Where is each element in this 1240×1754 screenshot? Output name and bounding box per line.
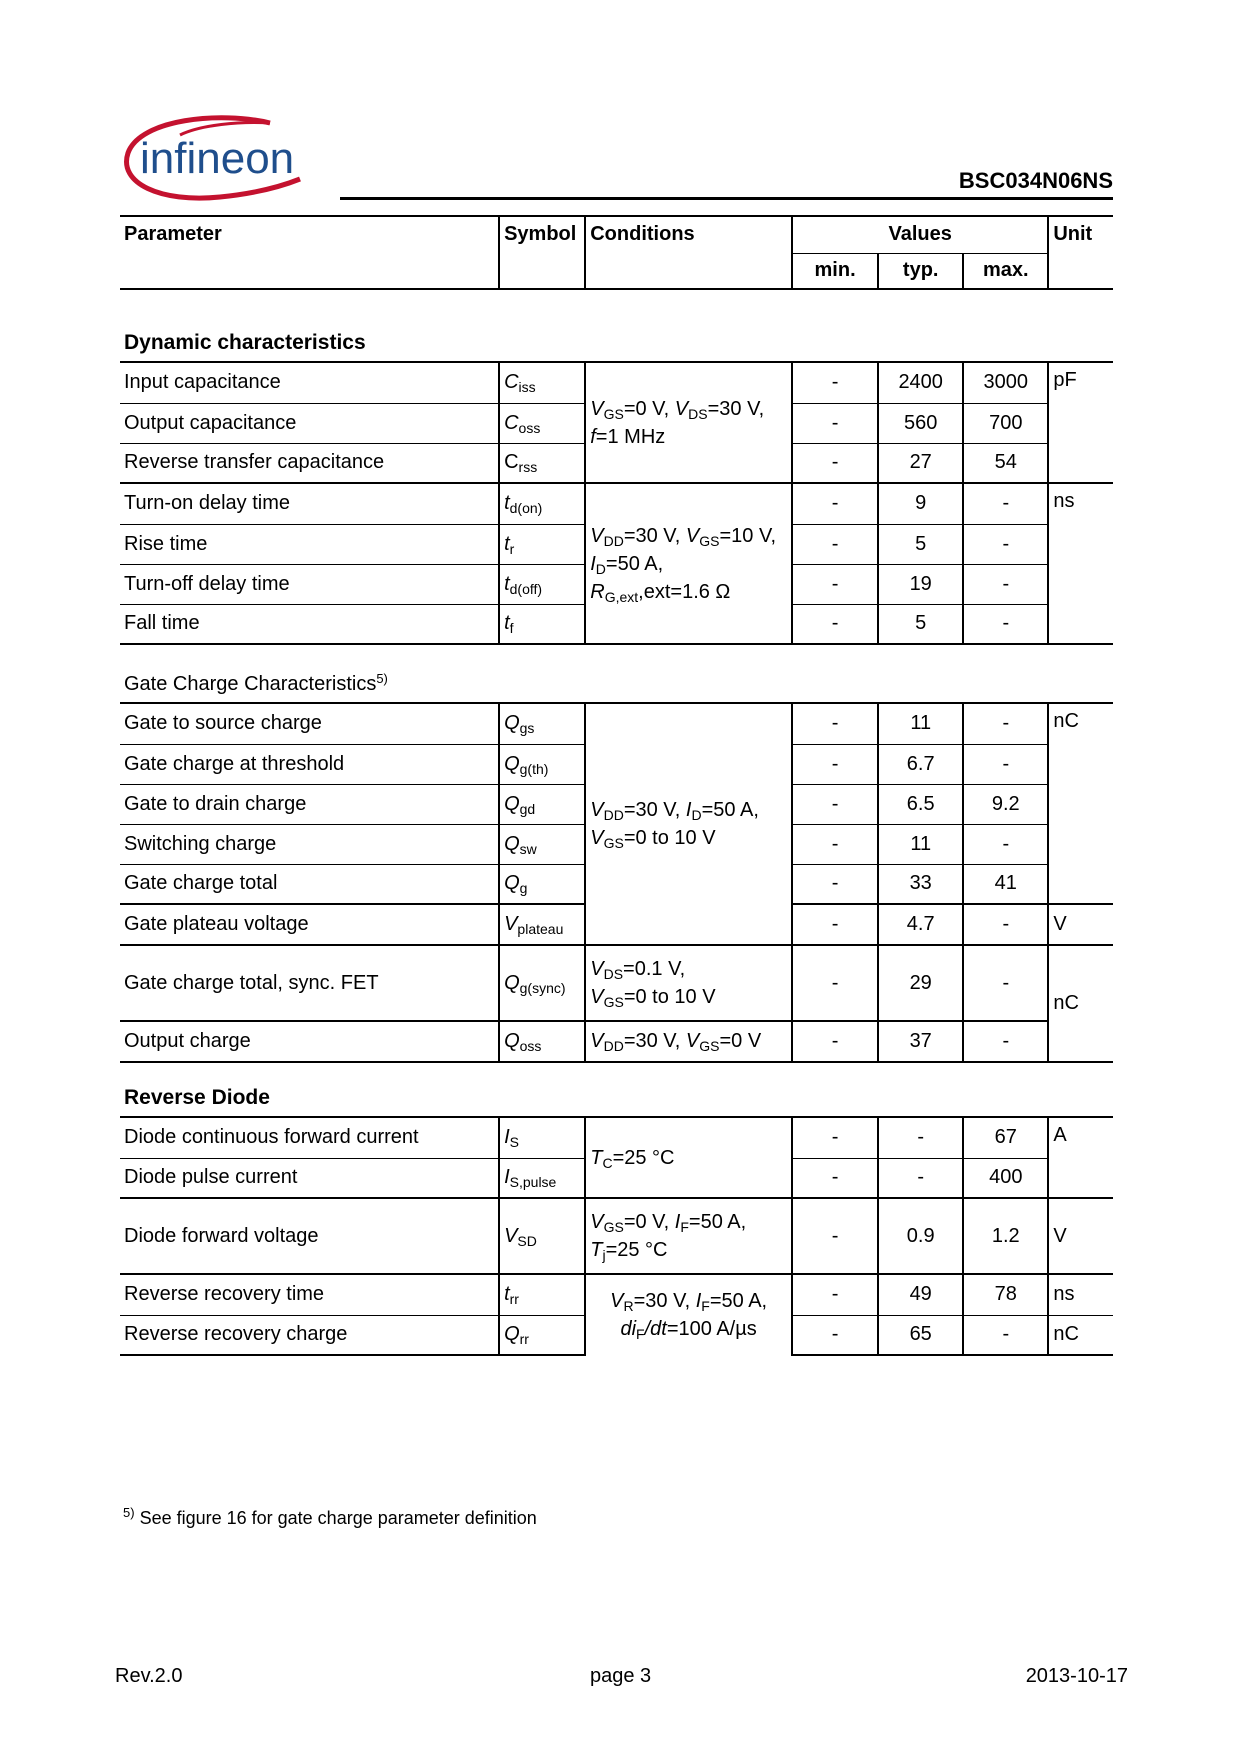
max-qrr: - [963, 1315, 1048, 1355]
min-tr: - [792, 524, 878, 564]
unit-trr: ns [1048, 1274, 1113, 1315]
footnote: $^{5)}$ See figure 16 for gate charge parameter definition [123, 1505, 537, 1528]
typ-ciss: 2400 [878, 362, 963, 403]
max-vplateau: - [963, 904, 1048, 945]
min-coss: - [792, 403, 878, 443]
symbol-qg: $Q_g$ [499, 864, 585, 904]
min-trr: - [792, 1274, 878, 1315]
max-vsd: 1.2 [963, 1198, 1048, 1274]
param-td-off: Turn-off delay time [120, 564, 499, 604]
min-qg: - [792, 864, 878, 904]
typ-qgs: 11 [878, 703, 963, 744]
unit-is: A [1048, 1117, 1113, 1198]
col-header-min: min. [792, 253, 878, 289]
max-qg: 41 [963, 864, 1048, 904]
typ-qrr: 65 [878, 1315, 963, 1355]
col-header-typ: typ. [878, 253, 963, 289]
symbol-vplateau: $V_{plateau}$ [499, 904, 585, 945]
min-qgs: - [792, 703, 878, 744]
symbol-qgd: $Q_{gd}$ [499, 784, 585, 824]
symbol-td-off: $t_{d(off)}$ [499, 564, 585, 604]
symbol-is: $I_S$ [499, 1117, 585, 1158]
header-rule [340, 197, 1113, 200]
param-qgs: Gate to source charge [120, 703, 499, 744]
symbol-ispulse: $I_{S,pulse}$ [499, 1158, 585, 1198]
footer-page-number: page 3 [590, 1665, 652, 1687]
min-qgd: - [792, 784, 878, 824]
col-header-parameter: Parameter [120, 216, 499, 289]
param-crss: Reverse transfer capacitance [120, 443, 499, 483]
min-tf: - [792, 604, 878, 644]
param-qg: Gate charge total [120, 864, 499, 904]
typ-vplateau: 4.7 [878, 904, 963, 945]
param-qgd: Gate to drain charge [120, 784, 499, 824]
min-qgsync: - [792, 945, 878, 1021]
typ-is: - [878, 1117, 963, 1158]
typ-qgd: 6.5 [878, 784, 963, 824]
min-vsd: - [792, 1198, 878, 1274]
footer-revision: Rev.2.0 [115, 1665, 183, 1687]
typ-qgth: 6.7 [878, 744, 963, 784]
max-ispulse: 400 [963, 1158, 1048, 1198]
param-ispulse: Diode pulse current [120, 1158, 499, 1198]
max-coss: 700 [963, 403, 1048, 443]
typ-qsw: 11 [878, 824, 963, 864]
typ-td-off: 19 [878, 564, 963, 604]
typ-trr: 49 [878, 1274, 963, 1315]
min-vplateau: - [792, 904, 878, 945]
table-row [120, 1198, 1113, 1274]
symbol-td-on: $t_{d(on)}$ [499, 483, 585, 524]
max-qgs: - [963, 703, 1048, 744]
typ-vsd: 0.9 [878, 1198, 963, 1274]
max-crss: 54 [963, 443, 1048, 483]
symbol-qgs: $Q_{gs}$ [499, 703, 585, 744]
table-row [120, 483, 1113, 524]
unit-vsd: V [1048, 1198, 1113, 1274]
min-qoss: - [792, 1021, 878, 1062]
section-title-dynamic: Dynamic characteristics [120, 289, 1113, 362]
col-header-unit: Unit [1048, 216, 1113, 289]
param-tr: Rise time [120, 524, 499, 564]
max-trr: 78 [963, 1274, 1048, 1315]
table-row [120, 1117, 1113, 1158]
max-td-off: - [963, 564, 1048, 604]
symbol-crss: $C_{rss}$ [499, 443, 585, 483]
conditions-qoss: $V_{DD}=30$ V, $V_{GS}=0$ V [585, 1021, 792, 1062]
infineon-logo [120, 115, 340, 210]
param-tf: Fall time [120, 604, 499, 644]
conditions-is: $T_C=25$ °C [585, 1117, 792, 1198]
param-qgth: Gate charge at threshold [120, 744, 499, 784]
unit-switching: ns [1048, 483, 1113, 644]
col-header-symbol: Symbol [499, 216, 585, 289]
max-ciss: 3000 [963, 362, 1048, 403]
conditions-vsd: $V_{GS}=0$ V, $I_F=50$ A, $T_j=25$ °C [585, 1198, 792, 1274]
logo-wordmark: infineon [140, 134, 295, 183]
symbol-qsw: $Q_{sw}$ [499, 824, 585, 864]
param-qsw: Switching charge [120, 824, 499, 864]
table-row [120, 703, 1113, 744]
col-header-values: Values [792, 216, 1048, 253]
max-td-on: - [963, 483, 1048, 524]
part-number: BSC034N06NS [958, 168, 1113, 193]
unit-capacitance: pF [1048, 362, 1113, 483]
typ-tr: 5 [878, 524, 963, 564]
unit-qgsync: nC [1048, 945, 1113, 1062]
table-row [120, 1021, 1113, 1062]
infineon-logo-graphic [120, 115, 340, 210]
symbol-ciss: $C_{iss}$ [499, 362, 585, 403]
conditions-capacitance: $V_{GS}=0$ V, $V_{DS}=30$ V, f=1 MHz [585, 362, 792, 483]
min-ispulse: - [792, 1158, 878, 1198]
symbol-vsd: $V_{SD}$ [499, 1198, 585, 1274]
unit-vplateau: V [1048, 904, 1113, 945]
symbol-tr: $t_r$ [499, 524, 585, 564]
typ-crss: 27 [878, 443, 963, 483]
symbol-qoss: $Q_{oss}$ [499, 1021, 585, 1062]
min-td-on: - [792, 483, 878, 524]
param-qrr: Reverse recovery charge [120, 1315, 499, 1355]
unit-gate-charge: nC [1048, 703, 1113, 904]
conditions-switching: $V_{DD}=30$ V, $V_{GS}=10$ V, $I_D=50$ A, $R_{G,ext},ext=1.6$ Ω [585, 483, 792, 644]
typ-qg: 33 [878, 864, 963, 904]
param-qgsync: Gate charge total, sync. FET [120, 945, 499, 1021]
min-crss: - [792, 443, 878, 483]
symbol-qgsync: $Q_{g(sync)}$ [499, 945, 585, 1021]
symbol-qrr: $Q_{rr}$ [499, 1315, 585, 1355]
symbol-trr: $t_{rr}$ [499, 1274, 585, 1315]
max-qgd: 9.2 [963, 784, 1048, 824]
param-vsd: Diode forward voltage [120, 1198, 499, 1274]
param-coss: Output capacitance [120, 403, 499, 443]
min-qgth: - [792, 744, 878, 784]
section-title-gate-charge: Gate Charge Characteristics$^{5)}$ [120, 644, 1113, 703]
max-is: 67 [963, 1117, 1048, 1158]
table-row [120, 362, 1113, 403]
param-vplateau: Gate plateau voltage [120, 904, 499, 945]
symbol-coss: $C_{oss}$ [499, 403, 585, 443]
dynamic-characteristics-table [120, 215, 1113, 1356]
conditions-reverse-recovery: $V_R=30$ V, $I_F=50$ A, $di_F/dt=100$ A/µs [585, 1274, 792, 1355]
max-qoss: - [963, 1021, 1048, 1062]
section-title-reverse-diode: Reverse Diode [120, 1062, 1113, 1117]
max-qgsync: - [963, 945, 1048, 1021]
min-qsw: - [792, 824, 878, 864]
table-row [120, 1274, 1113, 1315]
max-qsw: - [963, 824, 1048, 864]
typ-ispulse: - [878, 1158, 963, 1198]
max-qgth: - [963, 744, 1048, 784]
typ-td-on: 9 [878, 483, 963, 524]
param-is: Diode continuous forward current [120, 1117, 499, 1158]
col-header-max: max. [963, 253, 1048, 289]
min-ciss: - [792, 362, 878, 403]
max-tr: - [963, 524, 1048, 564]
conditions-qgsync: $V_{DS}=0.1$ V, $V_{GS}=0$ to 10 V [585, 945, 792, 1021]
max-tf: - [963, 604, 1048, 644]
min-is: - [792, 1117, 878, 1158]
typ-coss: 560 [878, 403, 963, 443]
symbol-qgth: $Q_{g(th)}$ [499, 744, 585, 784]
param-trr: Reverse recovery time [120, 1274, 499, 1315]
typ-qgsync: 29 [878, 945, 963, 1021]
col-header-conditions: Conditions [585, 216, 792, 289]
table-row [120, 945, 1113, 1021]
footer-date: 2013-10-17 [1025, 1665, 1128, 1687]
unit-qrr: nC [1048, 1315, 1113, 1355]
typ-tf: 5 [878, 604, 963, 644]
param-td-on: Turn-on delay time [120, 483, 499, 524]
min-qrr: - [792, 1315, 878, 1355]
min-td-off: - [792, 564, 878, 604]
conditions-gate-charge: $V_{DD}=30$ V, $I_D=50$ A, $V_{GS}=0$ to 10 V [585, 703, 792, 945]
symbol-tf: $t_f$ [499, 604, 585, 644]
param-ciss: Input capacitance [120, 362, 499, 403]
typ-qoss: 37 [878, 1021, 963, 1062]
param-qoss: Output charge [120, 1021, 499, 1062]
